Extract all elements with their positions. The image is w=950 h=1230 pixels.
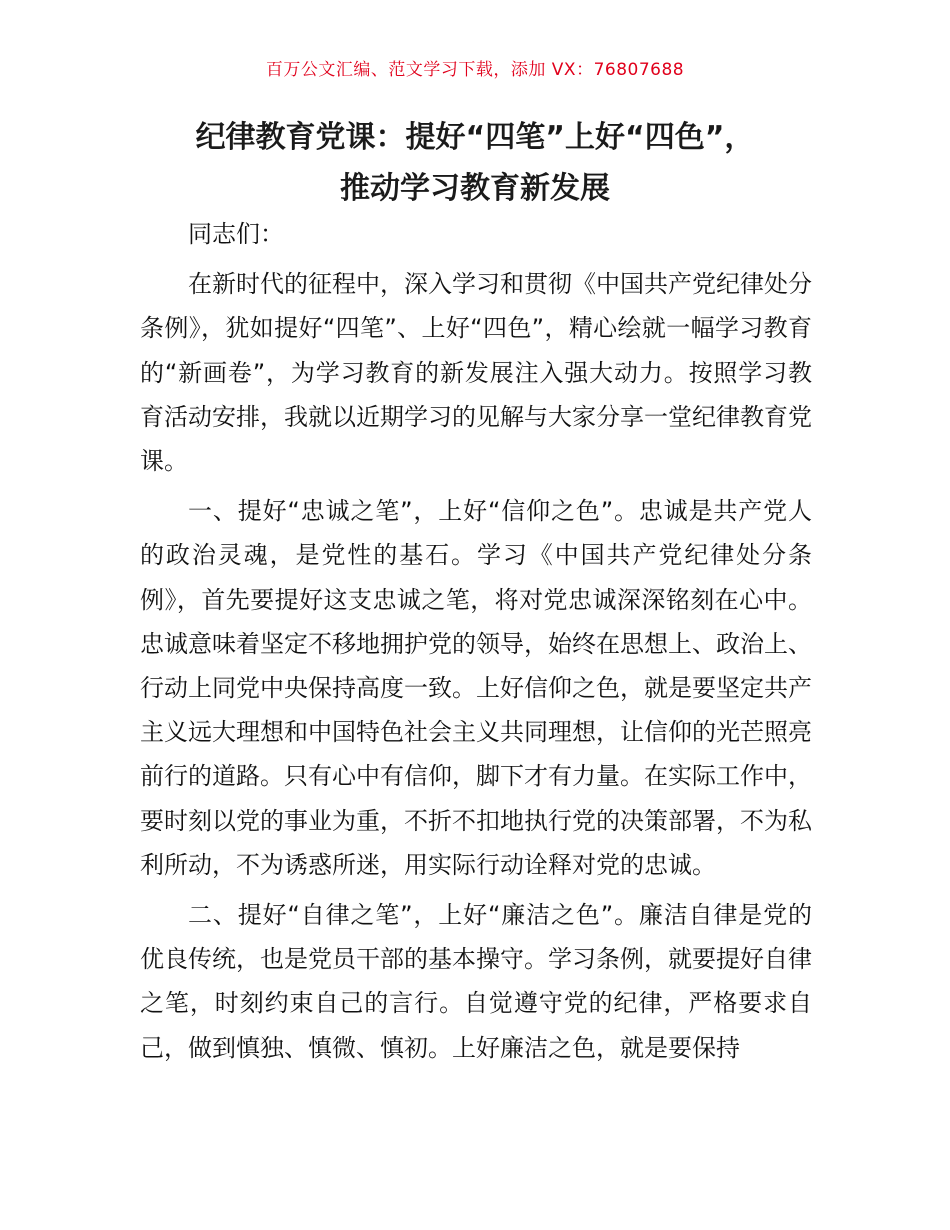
document-body [140, 212, 812, 1076]
salutation: 同志们： [188, 220, 284, 248]
document-title [120, 112, 830, 214]
paragraph-section-2: 二、提好“自律之笔”，上好“廉洁之色”。廉洁自律是党的优良传统，也是党员干部的基本操守。学习条例，就要提好自律之笔，时刻约束自己的言行。自觉遵守党的纪律，严格要求自己，做到慎独、慎微、慎初。上好廉洁之色，就是要保持 [140, 901, 812, 1062]
title-line-2: 推动学习教育新发展 [340, 171, 610, 206]
paragraph-section-1: 一、提好“忠诚之笔”，上好“信仰之色”。忠诚是共产党人的政治灵魂，是党性的基石。学习《中国共产党纪律处分条例》，首先要提好这支忠诚之笔，将对党忠诚深深铭刻在心中。忠诚意味着坚定不移地拥护党的领导，始终在思想上、政治上、行动上同党中央保持高度一致。上好信仰之色，就是要坚定共产主义远大理想和中国特色社会主义共同理想，让信仰的光芒照亮前行的道路。只有心中有信仰，脚下才有力量。在实际工作中，要时刻以党的事业为重，不折不扣地执行党的决策部署，不为私利所动，不为诱惑所迷，用实际行动诠释对党的忠诚。 [140, 497, 812, 879]
paragraph-intro: 在新时代的征程中，深入学习和贯彻《中国共产党纪律处分条例》，犹如提好“四笔”、上好“四色”，精心绘就一幅学习教育的“新画卷”，为学习教育的新发展注入强大动力。按照学习教育活动安排，我就以近期学习的见解与大家分享一堂纪律教育党课。 [140, 270, 812, 476]
title-line-1: 纪律教育党课：提好“四笔”上好“四色”， [195, 120, 755, 155]
header-watermark-note: 百万公文汇编、范文学习下载，添加 VX：76807688 [265, 60, 685, 80]
